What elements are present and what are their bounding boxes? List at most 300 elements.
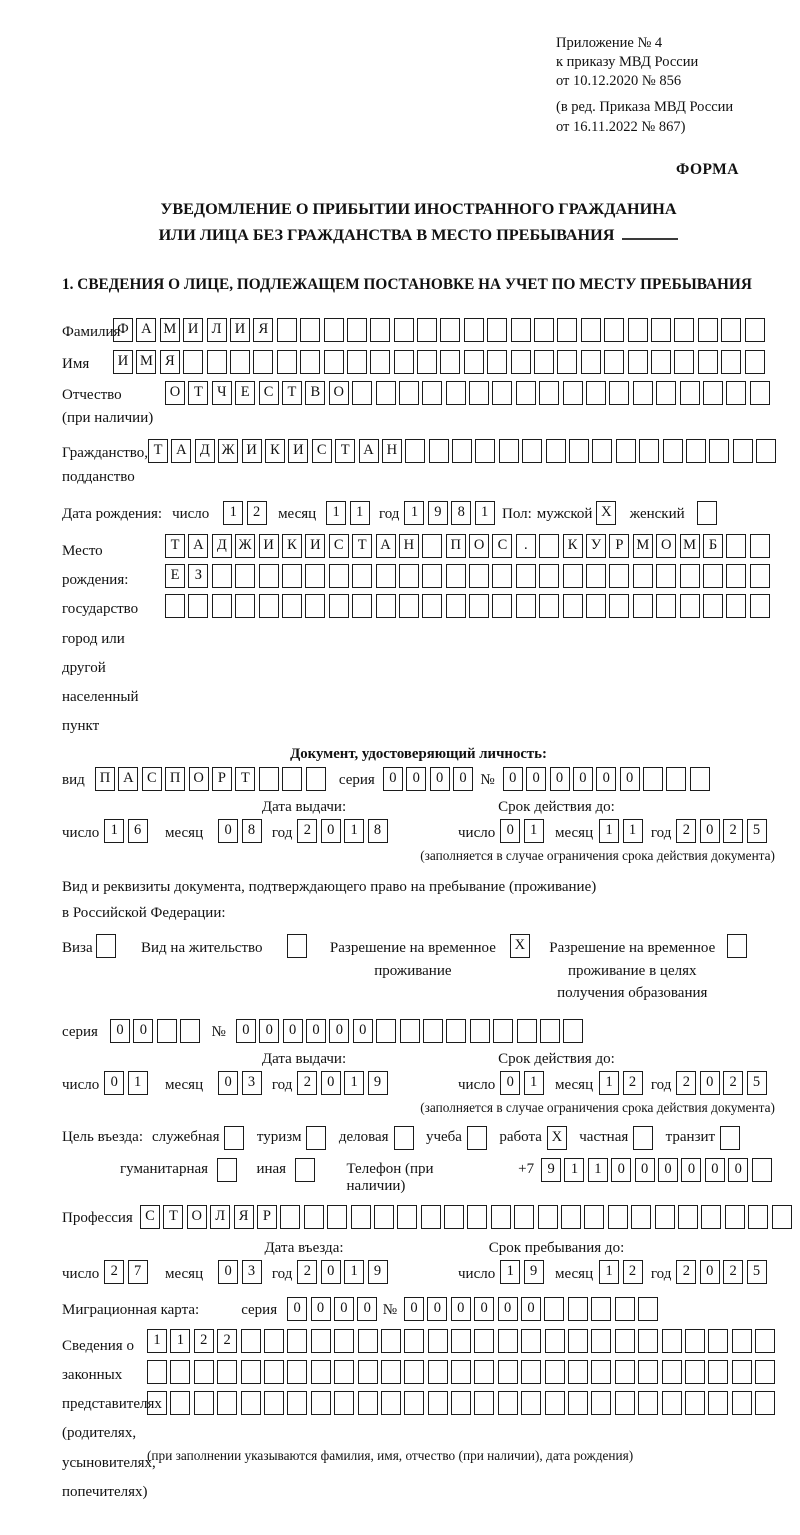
identity-issue-year[interactable] — [297, 819, 391, 843]
char-box[interactable]: А — [359, 439, 379, 463]
char-box[interactable] — [241, 1360, 261, 1384]
char-box[interactable] — [568, 1329, 588, 1353]
char-box[interactable] — [376, 594, 396, 618]
char-box[interactable] — [680, 564, 700, 588]
char-box[interactable] — [352, 594, 372, 618]
char-box[interactable] — [750, 594, 770, 618]
purpose-checkbox[interactable] — [547, 1126, 570, 1150]
char-box[interactable] — [604, 318, 624, 342]
char-box[interactable]: И — [288, 439, 308, 463]
char-box[interactable] — [651, 350, 671, 374]
char-box[interactable] — [264, 1391, 284, 1415]
char-box[interactable] — [183, 350, 203, 374]
char-box[interactable]: Е — [235, 381, 255, 405]
char-box[interactable] — [230, 350, 250, 374]
char-box[interactable]: 1 — [104, 819, 124, 843]
char-box[interactable] — [592, 439, 612, 463]
char-box[interactable]: 2 — [723, 1260, 743, 1284]
char-box[interactable] — [631, 1205, 651, 1229]
char-box[interactable]: 2 — [623, 1071, 643, 1095]
char-box[interactable] — [591, 1297, 611, 1321]
char-box[interactable] — [586, 381, 606, 405]
char-box[interactable] — [282, 564, 302, 588]
char-box[interactable] — [446, 564, 466, 588]
char-box[interactable] — [329, 564, 349, 588]
char-box[interactable]: И — [183, 318, 203, 342]
char-box[interactable] — [347, 318, 367, 342]
char-box[interactable]: С — [140, 1205, 160, 1229]
char-box[interactable] — [609, 564, 629, 588]
char-box[interactable]: Д — [212, 534, 232, 558]
char-box[interactable]: Т — [282, 381, 302, 405]
char-box[interactable] — [584, 1205, 604, 1229]
char-box[interactable] — [752, 1158, 772, 1182]
char-box[interactable]: 1 — [500, 1260, 520, 1284]
char-box[interactable]: X — [510, 934, 530, 958]
char-box[interactable] — [277, 318, 297, 342]
char-box[interactable] — [732, 1329, 752, 1353]
identity-issue-day[interactable] — [104, 819, 151, 843]
char-box[interactable] — [666, 767, 686, 791]
char-box[interactable]: 3 — [242, 1071, 262, 1095]
char-box[interactable] — [655, 1205, 675, 1229]
char-box[interactable] — [287, 934, 307, 958]
char-box[interactable]: С — [312, 439, 332, 463]
char-box[interactable] — [561, 1205, 581, 1229]
char-box[interactable] — [586, 564, 606, 588]
char-box[interactable]: 1 — [599, 1071, 619, 1095]
char-box[interactable]: З — [188, 564, 208, 588]
char-box[interactable] — [697, 501, 717, 525]
char-box[interactable] — [474, 1329, 494, 1353]
firstname-boxes[interactable] — [113, 350, 768, 374]
char-box[interactable]: О — [329, 381, 349, 405]
residence-permit-checkbox[interactable] — [287, 934, 310, 958]
doc-kind-boxes[interactable] — [95, 767, 329, 791]
char-box[interactable]: 0 — [283, 1019, 303, 1043]
char-box[interactable] — [358, 1391, 378, 1415]
char-box[interactable]: К — [282, 534, 302, 558]
char-box[interactable]: 1 — [344, 1071, 364, 1095]
char-box[interactable] — [324, 350, 344, 374]
char-box[interactable]: 9 — [524, 1260, 544, 1284]
char-box[interactable]: 0 — [404, 1297, 424, 1321]
char-box[interactable]: 0 — [503, 767, 523, 791]
char-box[interactable] — [628, 318, 648, 342]
char-box[interactable]: 0 — [700, 819, 720, 843]
char-box[interactable]: Ж — [235, 534, 255, 558]
representatives-boxes-row2[interactable] — [147, 1360, 779, 1384]
char-box[interactable]: 9 — [428, 501, 448, 525]
char-box[interactable] — [474, 1391, 494, 1415]
char-box[interactable] — [748, 1205, 768, 1229]
char-box[interactable] — [615, 1360, 635, 1384]
char-box[interactable]: А — [136, 318, 156, 342]
char-box[interactable] — [306, 767, 326, 791]
char-box[interactable]: С — [142, 767, 162, 791]
char-box[interactable]: 6 — [128, 819, 148, 843]
birth-day-boxes[interactable] — [223, 501, 270, 525]
char-box[interactable]: В — [305, 381, 325, 405]
char-box[interactable]: 0 — [218, 1071, 238, 1095]
char-box[interactable]: О — [165, 381, 185, 405]
citizenship-boxes[interactable] — [148, 439, 780, 463]
char-box[interactable]: Т — [235, 767, 255, 791]
char-box[interactable]: Т — [165, 534, 185, 558]
char-box[interactable]: А — [376, 534, 396, 558]
char-box[interactable] — [399, 381, 419, 405]
sex-female-checkbox[interactable] — [697, 501, 720, 525]
char-box[interactable] — [381, 1329, 401, 1353]
char-box[interactable] — [726, 594, 746, 618]
char-box[interactable]: 1 — [404, 501, 424, 525]
permit-issue-day[interactable] — [104, 1071, 151, 1095]
char-box[interactable] — [690, 767, 710, 791]
char-box[interactable] — [487, 350, 507, 374]
char-box[interactable] — [755, 1360, 775, 1384]
char-box[interactable] — [662, 1391, 682, 1415]
char-box[interactable] — [721, 318, 741, 342]
char-box[interactable] — [241, 1391, 261, 1415]
char-box[interactable]: 2 — [297, 1071, 317, 1095]
char-box[interactable] — [422, 381, 442, 405]
purpose-checkbox[interactable] — [633, 1126, 656, 1150]
char-box[interactable]: М — [136, 350, 156, 374]
permit-series-boxes[interactable] — [110, 1019, 204, 1043]
char-box[interactable]: 2 — [676, 1071, 696, 1095]
char-box[interactable] — [224, 1126, 244, 1150]
char-box[interactable] — [703, 564, 723, 588]
char-box[interactable]: 2 — [194, 1329, 214, 1353]
char-box[interactable] — [674, 318, 694, 342]
char-box[interactable] — [305, 594, 325, 618]
char-box[interactable] — [311, 1391, 331, 1415]
char-box[interactable]: 0 — [218, 819, 238, 843]
char-box[interactable] — [444, 1205, 464, 1229]
char-box[interactable] — [539, 534, 559, 558]
char-box[interactable] — [662, 1360, 682, 1384]
char-box[interactable] — [674, 350, 694, 374]
char-box[interactable]: 1 — [170, 1329, 190, 1353]
char-box[interactable] — [180, 1019, 200, 1043]
char-box[interactable]: 1 — [599, 1260, 619, 1284]
permit-valid-day[interactable] — [500, 1071, 547, 1095]
char-box[interactable]: М — [680, 534, 700, 558]
char-box[interactable] — [334, 1360, 354, 1384]
char-box[interactable]: 7 — [128, 1260, 148, 1284]
birth-place-boxes-row2[interactable] — [165, 564, 773, 588]
char-box[interactable] — [568, 1360, 588, 1384]
char-box[interactable] — [772, 1205, 792, 1229]
char-box[interactable] — [429, 439, 449, 463]
char-box[interactable] — [376, 1019, 396, 1043]
char-box[interactable]: 0 — [357, 1297, 377, 1321]
char-box[interactable]: 0 — [526, 767, 546, 791]
char-box[interactable] — [446, 381, 466, 405]
char-box[interactable]: Р — [609, 534, 629, 558]
char-box[interactable] — [557, 350, 577, 374]
char-box[interactable] — [604, 350, 624, 374]
char-box[interactable] — [394, 350, 414, 374]
char-box[interactable] — [475, 439, 495, 463]
char-box[interactable]: Д — [195, 439, 215, 463]
purpose-checkbox[interactable] — [295, 1158, 318, 1182]
permit-number-boxes[interactable] — [236, 1019, 587, 1043]
char-box[interactable] — [521, 1391, 541, 1415]
char-box[interactable]: 0 — [681, 1158, 701, 1182]
char-box[interactable] — [511, 350, 531, 374]
char-box[interactable] — [514, 1205, 534, 1229]
char-box[interactable]: И — [230, 318, 250, 342]
char-box[interactable]: 2 — [104, 1260, 124, 1284]
entry-day[interactable] — [104, 1260, 151, 1284]
char-box[interactable] — [516, 381, 536, 405]
char-box[interactable] — [440, 318, 460, 342]
char-box[interactable]: 0 — [521, 1297, 541, 1321]
char-box[interactable] — [264, 1329, 284, 1353]
char-box[interactable]: О — [187, 1205, 207, 1229]
char-box[interactable] — [451, 1360, 471, 1384]
char-box[interactable] — [656, 564, 676, 588]
char-box[interactable] — [464, 318, 484, 342]
char-box[interactable]: Р — [257, 1205, 277, 1229]
char-box[interactable] — [305, 564, 325, 588]
char-box[interactable]: Ф — [113, 318, 133, 342]
char-box[interactable]: Л — [210, 1205, 230, 1229]
char-box[interactable] — [726, 381, 746, 405]
char-box[interactable] — [467, 1126, 487, 1150]
char-box[interactable] — [417, 350, 437, 374]
migration-number-boxes[interactable] — [404, 1297, 661, 1321]
purpose-checkbox[interactable] — [720, 1126, 743, 1150]
char-box[interactable]: М — [160, 318, 180, 342]
char-box[interactable] — [280, 1205, 300, 1229]
doc-series-boxes[interactable] — [383, 767, 477, 791]
char-box[interactable]: 0 — [329, 1019, 349, 1043]
char-box[interactable] — [277, 350, 297, 374]
char-box[interactable] — [732, 1391, 752, 1415]
char-box[interactable]: 2 — [676, 819, 696, 843]
char-box[interactable] — [404, 1391, 424, 1415]
char-box[interactable] — [404, 1360, 424, 1384]
char-box[interactable]: М — [633, 534, 653, 558]
char-box[interactable]: 0 — [500, 1071, 520, 1095]
char-box[interactable] — [300, 318, 320, 342]
char-box[interactable] — [370, 350, 390, 374]
char-box[interactable] — [732, 1360, 752, 1384]
char-box[interactable] — [147, 1360, 167, 1384]
char-box[interactable] — [615, 1329, 635, 1353]
char-box[interactable] — [235, 564, 255, 588]
char-box[interactable]: А — [188, 534, 208, 558]
char-box[interactable] — [540, 1019, 560, 1043]
char-box[interactable]: 9 — [368, 1071, 388, 1095]
char-box[interactable] — [568, 1391, 588, 1415]
char-box[interactable]: 1 — [524, 819, 544, 843]
char-box[interactable]: Н — [399, 534, 419, 558]
doc-number-boxes[interactable] — [503, 767, 714, 791]
char-box[interactable] — [370, 318, 390, 342]
char-box[interactable]: 1 — [326, 501, 346, 525]
char-box[interactable] — [750, 534, 770, 558]
char-box[interactable] — [586, 594, 606, 618]
char-box[interactable] — [446, 1019, 466, 1043]
char-box[interactable]: 9 — [541, 1158, 561, 1182]
permit-valid-month[interactable] — [599, 1071, 646, 1095]
char-box[interactable]: 0 — [500, 819, 520, 843]
char-box[interactable] — [492, 564, 512, 588]
char-box[interactable]: 0 — [321, 1260, 341, 1284]
char-box[interactable]: 0 — [658, 1158, 678, 1182]
purpose-checkbox[interactable] — [394, 1126, 417, 1150]
char-box[interactable] — [733, 439, 753, 463]
char-box[interactable] — [545, 1391, 565, 1415]
title-blank-line[interactable] — [622, 225, 678, 240]
char-box[interactable] — [651, 318, 671, 342]
sex-male-checkbox[interactable] — [596, 501, 619, 525]
char-box[interactable] — [329, 594, 349, 618]
char-box[interactable] — [374, 1205, 394, 1229]
char-box[interactable] — [264, 1360, 284, 1384]
migration-series-boxes[interactable] — [287, 1297, 381, 1321]
char-box[interactable]: О — [469, 534, 489, 558]
char-box[interactable] — [394, 1126, 414, 1150]
char-box[interactable] — [663, 439, 683, 463]
char-box[interactable]: И — [259, 534, 279, 558]
char-box[interactable]: 0 — [451, 1297, 471, 1321]
char-box[interactable] — [581, 318, 601, 342]
char-box[interactable]: Т — [188, 381, 208, 405]
char-box[interactable]: 1 — [344, 1260, 364, 1284]
char-box[interactable] — [709, 439, 729, 463]
identity-valid-year[interactable] — [676, 819, 770, 843]
char-box[interactable]: 0 — [611, 1158, 631, 1182]
char-box[interactable] — [591, 1391, 611, 1415]
identity-valid-month[interactable] — [599, 819, 646, 843]
char-box[interactable] — [381, 1391, 401, 1415]
char-box[interactable] — [708, 1391, 728, 1415]
char-box[interactable] — [404, 1329, 424, 1353]
char-box[interactable] — [616, 439, 636, 463]
char-box[interactable] — [708, 1360, 728, 1384]
char-box[interactable] — [428, 1360, 448, 1384]
representatives-boxes-row3[interactable] — [147, 1391, 779, 1415]
char-box[interactable]: 0 — [550, 767, 570, 791]
char-box[interactable] — [498, 1391, 518, 1415]
char-box[interactable] — [628, 350, 648, 374]
char-box[interactable] — [685, 1391, 705, 1415]
char-box[interactable] — [546, 439, 566, 463]
char-box[interactable]: 1 — [128, 1071, 148, 1095]
char-box[interactable] — [745, 318, 765, 342]
char-box[interactable]: 0 — [287, 1297, 307, 1321]
char-box[interactable] — [756, 439, 776, 463]
char-box[interactable]: 0 — [334, 1297, 354, 1321]
char-box[interactable] — [352, 381, 372, 405]
char-box[interactable]: 0 — [104, 1071, 124, 1095]
char-box[interactable] — [259, 564, 279, 588]
char-box[interactable]: 0 — [110, 1019, 130, 1043]
char-box[interactable] — [311, 1329, 331, 1353]
char-box[interactable] — [633, 1126, 653, 1150]
char-box[interactable] — [217, 1391, 237, 1415]
char-box[interactable] — [194, 1391, 214, 1415]
char-box[interactable] — [727, 934, 747, 958]
char-box[interactable] — [400, 1019, 420, 1043]
char-box[interactable]: 5 — [747, 1071, 767, 1095]
char-box[interactable]: 2 — [297, 1260, 317, 1284]
birth-month-boxes[interactable] — [326, 501, 373, 525]
char-box[interactable]: . — [516, 534, 536, 558]
char-box[interactable]: X — [596, 501, 616, 525]
char-box[interactable] — [491, 1205, 511, 1229]
char-box[interactable] — [259, 767, 279, 791]
char-box[interactable] — [678, 1205, 698, 1229]
char-box[interactable] — [633, 381, 653, 405]
birth-year-boxes[interactable] — [404, 501, 498, 525]
surname-boxes[interactable] — [113, 318, 768, 342]
char-box[interactable] — [311, 1360, 331, 1384]
char-box[interactable] — [452, 439, 472, 463]
char-box[interactable]: 0 — [321, 1071, 341, 1095]
char-box[interactable]: 0 — [635, 1158, 655, 1182]
identity-issue-month[interactable] — [218, 819, 265, 843]
char-box[interactable] — [422, 534, 442, 558]
char-box[interactable]: П — [165, 767, 185, 791]
char-box[interactable] — [720, 1126, 740, 1150]
entry-year[interactable] — [297, 1260, 391, 1284]
char-box[interactable] — [417, 318, 437, 342]
char-box[interactable] — [376, 381, 396, 405]
char-box[interactable] — [633, 564, 653, 588]
char-box[interactable]: X — [547, 1126, 567, 1150]
char-box[interactable]: 0 — [620, 767, 640, 791]
char-box[interactable] — [423, 1019, 443, 1043]
stay-year[interactable] — [676, 1260, 770, 1284]
phone-boxes[interactable] — [541, 1158, 775, 1182]
char-box[interactable] — [544, 1297, 564, 1321]
birth-place-boxes-row1[interactable] — [165, 534, 773, 558]
char-box[interactable] — [327, 1205, 347, 1229]
char-box[interactable] — [516, 594, 536, 618]
char-box[interactable]: А — [118, 767, 138, 791]
char-box[interactable]: 1 — [623, 819, 643, 843]
char-box[interactable] — [498, 1329, 518, 1353]
char-box[interactable]: 0 — [383, 767, 403, 791]
char-box[interactable] — [516, 564, 536, 588]
char-box[interactable]: 2 — [247, 501, 267, 525]
char-box[interactable]: 2 — [217, 1329, 237, 1353]
char-box[interactable]: П — [446, 534, 466, 558]
visa-checkbox[interactable] — [96, 934, 119, 958]
char-box[interactable] — [300, 350, 320, 374]
char-box[interactable] — [726, 534, 746, 558]
char-box[interactable] — [170, 1391, 190, 1415]
char-box[interactable] — [750, 564, 770, 588]
char-box[interactable]: С — [492, 534, 512, 558]
char-box[interactable] — [334, 1391, 354, 1415]
purpose-checkbox[interactable] — [224, 1126, 247, 1150]
char-box[interactable] — [397, 1205, 417, 1229]
char-box[interactable] — [639, 439, 659, 463]
char-box[interactable]: Т — [352, 534, 372, 558]
char-box[interactable] — [725, 1205, 745, 1229]
char-box[interactable] — [686, 439, 706, 463]
char-box[interactable] — [194, 1360, 214, 1384]
char-box[interactable] — [96, 934, 116, 958]
char-box[interactable] — [207, 350, 227, 374]
identity-valid-day[interactable] — [500, 819, 547, 843]
